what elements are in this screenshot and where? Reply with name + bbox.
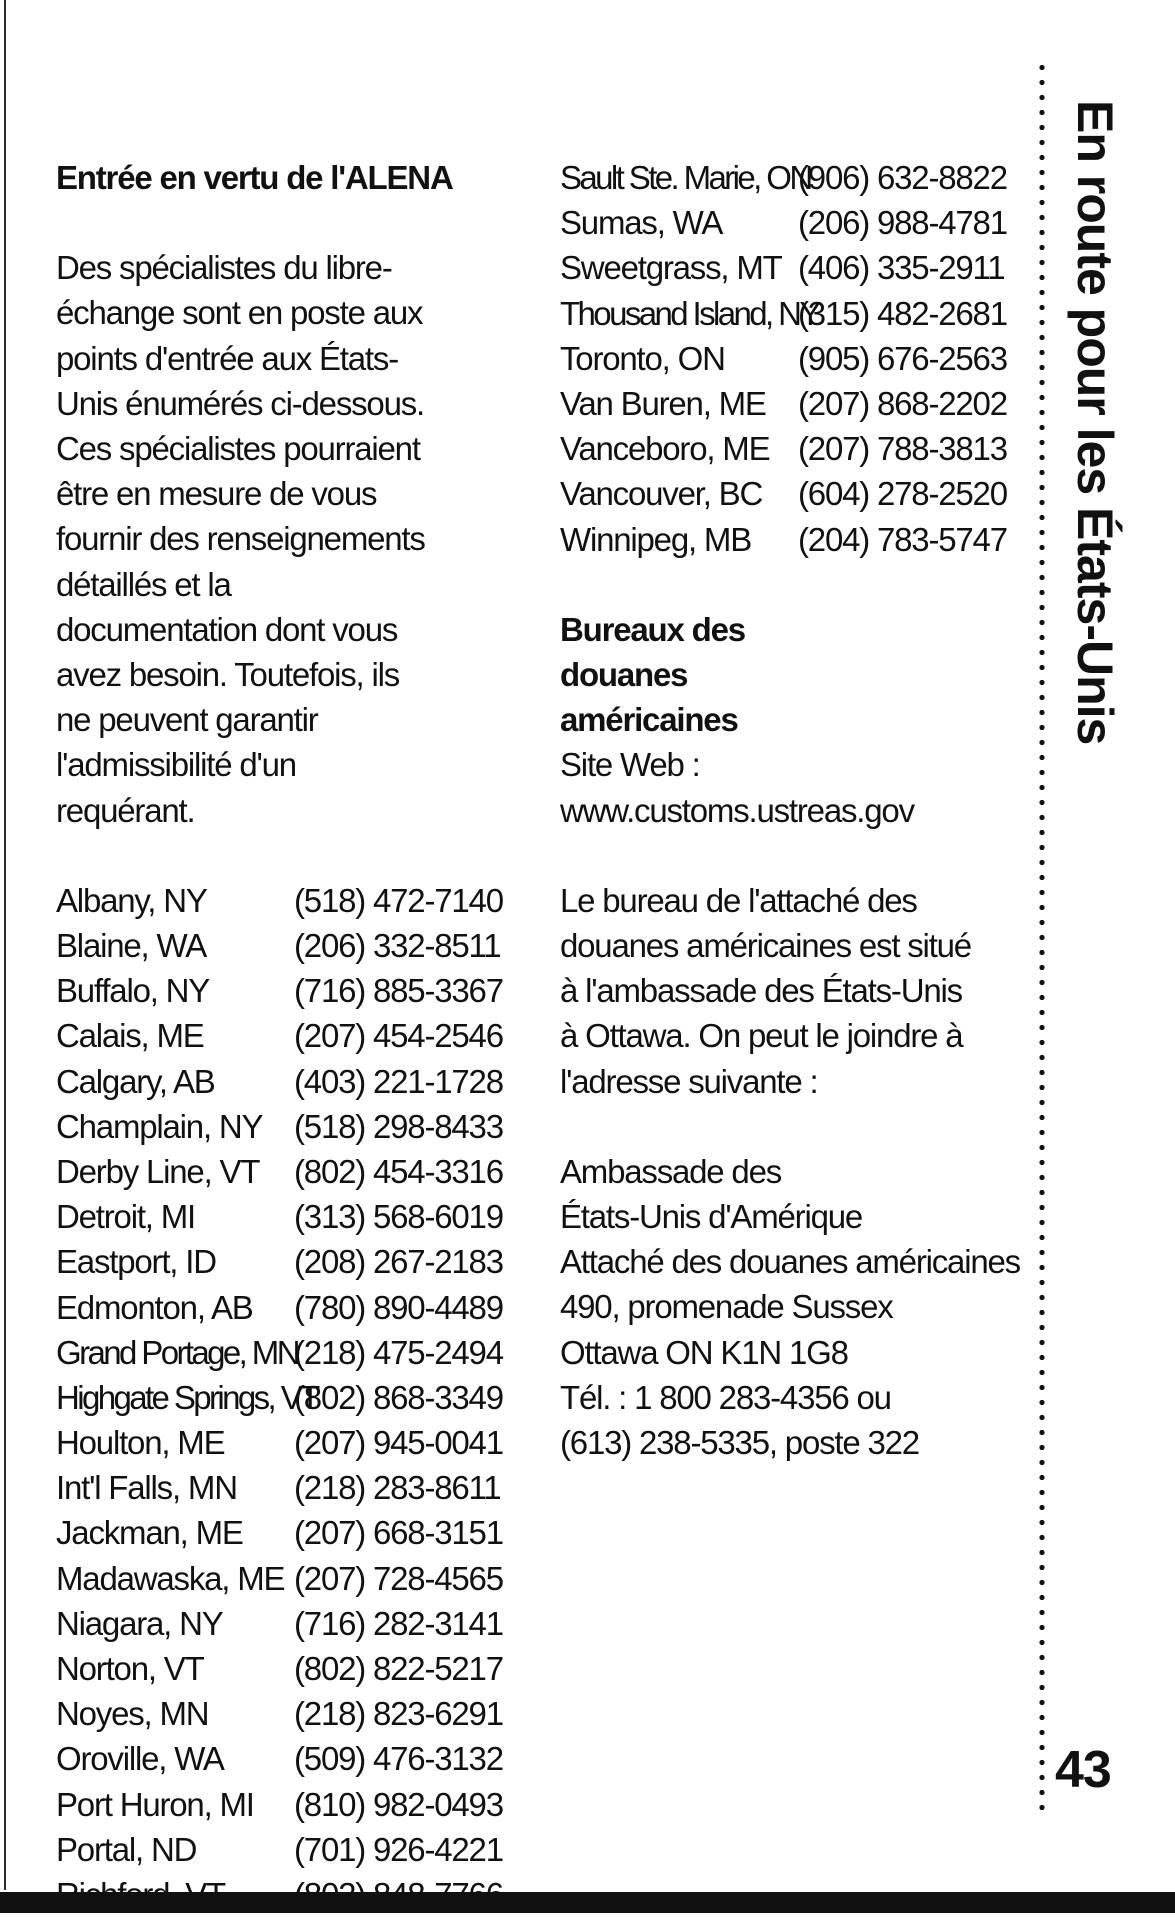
port-entry <box>56 1013 526 1058</box>
port-phone: (905) 676-2563 <box>798 339 1007 377</box>
port-phone: (802) 868-3349 <box>294 1378 503 1416</box>
dotted-divider <box>1038 60 1046 1820</box>
port-city: Noyes, MN <box>56 1695 209 1733</box>
port-city: Sumas, WA <box>560 204 723 242</box>
port-entry <box>560 381 1030 426</box>
sidebar-title: En route pour les États-Unis <box>1067 100 1123 745</box>
port-city: Sault Ste. Marie, ON <box>560 159 811 196</box>
port-city: Niagara, NY <box>56 1604 223 1642</box>
port-phone: (701) 926-4221 <box>294 1830 503 1868</box>
port-phone: (518) 472-7140 <box>294 881 503 919</box>
port-entry <box>56 1827 526 1872</box>
port-phone: (207) 945-0041 <box>294 1424 503 1462</box>
address-line: 490, promenade Sussex <box>560 1288 893 1326</box>
port-entry <box>56 1330 526 1375</box>
port-entry <box>56 1465 526 1510</box>
port-phone: (780) 890-4489 <box>294 1288 503 1326</box>
port-phone: (218) 283-8611 <box>294 1469 501 1507</box>
port-phone: (406) 335-2911 <box>798 249 1005 287</box>
port-city: Houlton, ME <box>56 1424 225 1462</box>
website-link[interactable]: www.customs.ustreas.gov <box>560 791 914 829</box>
port-city: Oroville, WA <box>56 1740 224 1778</box>
port-entry <box>56 1646 526 1691</box>
address-line: Tél. : 1 800 283-4356 ou <box>560 1378 891 1416</box>
address-line: Ambassade des <box>560 1152 782 1190</box>
port-entry <box>56 1104 526 1149</box>
port-city: Vancouver, BC <box>560 475 763 513</box>
port-phone: (218) 475-2494 <box>294 1333 503 1371</box>
port-entry <box>56 1691 526 1736</box>
port-entry <box>560 200 1030 245</box>
ports-list-left <box>56 878 526 1917</box>
port-entry <box>56 1239 526 1284</box>
port-entry <box>56 1556 526 1601</box>
port-phone: (716) 282-3141 <box>294 1604 503 1642</box>
port-phone: (207) 728-4565 <box>294 1559 503 1597</box>
port-phone: (810) 982-0493 <box>294 1785 503 1823</box>
port-city: Buffalo, NY <box>56 972 210 1010</box>
port-entry <box>56 1149 526 1194</box>
port-city: Champlain, NY <box>56 1107 263 1145</box>
port-city: Detroit, MI <box>56 1198 195 1236</box>
port-entry <box>56 1375 526 1420</box>
port-phone: (208) 267-2183 <box>294 1243 503 1281</box>
port-city: Grand Portage, MN <box>56 1333 298 1371</box>
port-city: Norton, VT <box>56 1650 204 1688</box>
port-entry <box>560 155 1030 200</box>
port-entry <box>560 426 1030 471</box>
port-entry <box>560 517 1030 562</box>
port-phone: (518) 298-8433 <box>294 1107 503 1145</box>
right-column <box>560 155 1030 1465</box>
port-phone: (204) 783-5747 <box>798 520 1007 558</box>
nafta-paragraph: Des spécialistes du libre-échange sont en poste aux points d'entrée aux États-Unis énumérés ci-dessous. Ces spécialistes pourraient être en mesure de vous fournir des renseignements détaillés et la documentation dont vous avez besoin. Toutefois, ils ne peuvent garantir l'admissibilité d'un requérant. <box>56 249 425 829</box>
port-city: Edmonton, AB <box>56 1288 253 1326</box>
port-city: Derby Line, VT <box>56 1152 260 1190</box>
port-phone: (403) 221-1728 <box>294 1062 503 1100</box>
port-entry <box>56 1601 526 1646</box>
port-city: Portal, ND <box>56 1830 197 1868</box>
port-city: Jackman, ME <box>56 1514 243 1552</box>
scan-edge-line <box>4 0 6 1890</box>
port-phone: (716) 885-3367 <box>294 972 503 1010</box>
port-phone: (802) 822-5217 <box>294 1650 503 1688</box>
port-city: Winnipeg, MB <box>560 520 752 558</box>
port-city: Eastport, ID <box>56 1243 216 1281</box>
port-phone: (313) 568-6019 <box>294 1198 503 1236</box>
port-entry <box>56 1059 526 1104</box>
port-city: Thousand Island, NY <box>560 294 819 332</box>
port-city: Port Huron, MI <box>56 1785 254 1823</box>
address-line: Ottawa ON K1N 1G8 <box>560 1333 848 1371</box>
port-phone: (207) 868-2202 <box>798 384 1007 422</box>
port-entry <box>56 1736 526 1781</box>
port-city: Blaine, WA <box>56 927 207 965</box>
embassy-address <box>560 1149 1030 1465</box>
attache-paragraph: Le bureau de l'attaché des douanes américaines est situé à l'ambassade des États-Unis à Ottawa. On peut le joindre à l'adresse suivante : <box>560 881 971 1100</box>
port-phone: (509) 476-3132 <box>294 1740 503 1778</box>
port-phone: (604) 278-2520 <box>798 475 1007 513</box>
scan-bottom-edge <box>0 1892 1175 1913</box>
port-city: Calgary, AB <box>56 1062 215 1100</box>
port-city: Int'l Falls, MN <box>56 1469 237 1507</box>
port-entry <box>560 336 1030 381</box>
address-line: (613) 238-5335, poste 322 <box>560 1423 919 1461</box>
port-phone: (315) 482-2681 <box>798 294 1007 332</box>
port-city: Calais, ME <box>56 1017 204 1055</box>
port-phone: (218) 823-6291 <box>294 1695 503 1733</box>
port-phone: (206) 332-8511 <box>294 927 501 965</box>
ports-list-right <box>560 155 1030 562</box>
port-phone: (207) 454-2546 <box>294 1017 503 1055</box>
port-entry <box>56 923 526 968</box>
port-city: Sweetgrass, MT <box>560 249 782 287</box>
port-entry <box>56 1285 526 1330</box>
port-entry <box>56 968 526 1013</box>
nafta-heading: Entrée en vertu de l'ALENA <box>56 159 453 196</box>
page-number: 43 <box>1055 1741 1111 1799</box>
port-phone: (206) 988-4781 <box>798 204 1007 242</box>
port-phone: (207) 668-3151 <box>294 1514 503 1552</box>
port-entry <box>560 291 1030 336</box>
port-city: Madawaska, ME <box>56 1559 285 1597</box>
address-line: Attaché des douanes américaines <box>560 1243 1020 1281</box>
port-city: Albany, NY <box>56 881 207 919</box>
port-phone: (207) 788-3813 <box>798 430 1007 468</box>
port-entry <box>560 245 1030 290</box>
customs-heading: Bureaux des douanes américaines <box>560 610 745 739</box>
port-entry <box>560 471 1030 516</box>
port-entry <box>56 1782 526 1827</box>
port-phone: (802) 454-3316 <box>294 1152 503 1190</box>
port-city: Highgate Springs, VT <box>56 1378 318 1416</box>
port-entry <box>56 1420 526 1465</box>
port-entry <box>56 1510 526 1555</box>
port-entry <box>56 1194 526 1239</box>
website-label: Site Web : <box>560 746 700 784</box>
address-line: États-Unis d'Amérique <box>560 1197 863 1235</box>
left-column <box>56 155 526 1917</box>
port-city: Van Buren, ME <box>560 384 766 422</box>
port-city: Toronto, ON <box>560 339 725 377</box>
port-phone: (906) 632-8822 <box>798 159 1007 196</box>
port-entry <box>56 878 526 923</box>
port-city: Vanceboro, ME <box>560 430 770 468</box>
